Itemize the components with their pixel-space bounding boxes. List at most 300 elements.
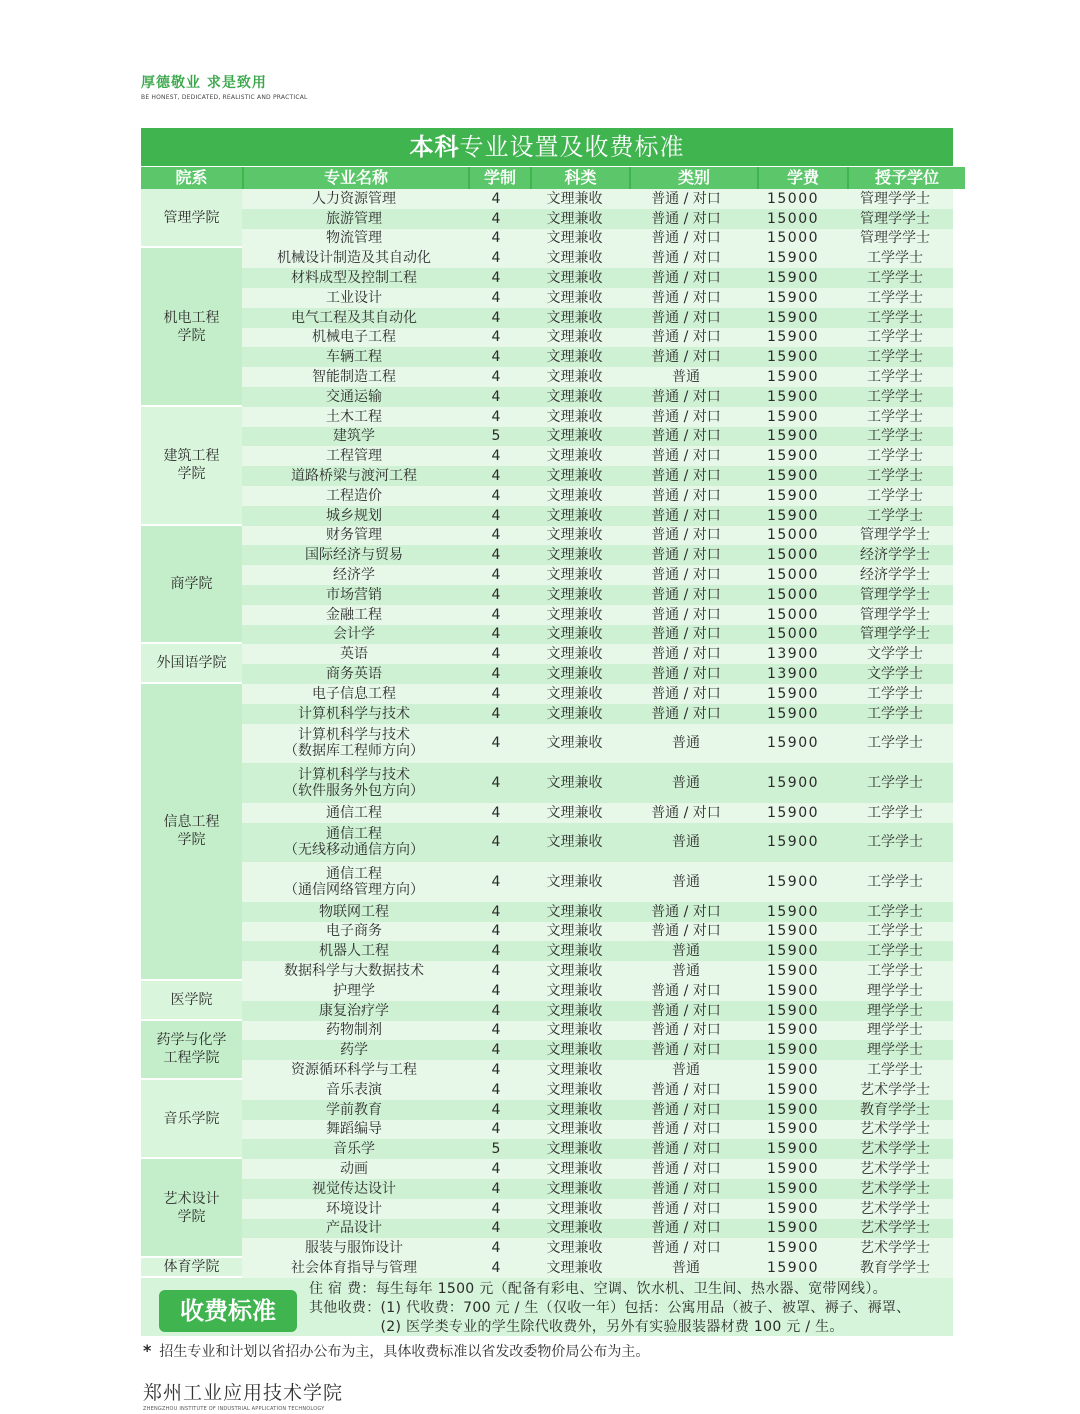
fee-line-accommodation: 住 宿 费：每生每年 1500 元（配备有彩电、空调、饮水机、卫生间、热水器、宽带网线）。 — [309, 1281, 887, 1297]
tuition: 15900 — [766, 428, 820, 445]
degree: 教育学学士 — [860, 1260, 930, 1277]
table-row — [242, 1238, 953, 1258]
table-row — [242, 229, 953, 249]
tuition: 15900 — [766, 487, 820, 504]
fee-line-other-1: 其他收费：(1) 代收费：700 元 / 生（仅收一年）包括：公寓用品（被子、被罩、褥子、褥罩、 — [309, 1300, 911, 1316]
degree: 文学学士 — [867, 646, 923, 663]
subject-type: 文理兼收 — [546, 1161, 603, 1178]
motto-chinese: 厚德敬业 求是致用 — [141, 75, 267, 91]
degree: 艺术学学士 — [860, 1180, 930, 1197]
tuition: 15900 — [766, 1121, 820, 1138]
tuition: 15900 — [766, 963, 820, 980]
major-name: 通信工程 — [326, 804, 382, 821]
major-name: 舞蹈编导 — [326, 1121, 382, 1138]
duration: 5 — [491, 1141, 501, 1158]
degree: 工学学士 — [867, 309, 923, 326]
duration: 4 — [491, 230, 501, 247]
category: 普通 — [672, 369, 700, 386]
duration: 4 — [491, 527, 501, 544]
category: 普通 / 对口 — [651, 210, 721, 227]
subject-type: 文理兼收 — [546, 388, 603, 405]
subject-type: 文理兼收 — [546, 270, 603, 287]
degree: 工学学士 — [867, 289, 923, 306]
category: 普通 / 对口 — [651, 1101, 721, 1118]
tuition: 15000 — [766, 606, 820, 623]
subject-type: 文理兼收 — [546, 487, 603, 504]
category: 普通 — [672, 943, 700, 960]
major-name: 商务英语 — [326, 666, 382, 683]
category: 普通 — [672, 873, 700, 890]
category: 普通 — [672, 1260, 700, 1277]
duration: 4 — [491, 1161, 501, 1178]
duration: 4 — [491, 685, 501, 702]
fee-standard-box — [141, 1278, 953, 1336]
major-name: 材料成型及控制工程 — [291, 270, 417, 287]
major-name: 学前教育 — [326, 1101, 382, 1118]
subject-type: 文理兼收 — [546, 527, 603, 544]
department-block — [141, 1258, 953, 1278]
subject-type: 文理兼收 — [546, 774, 603, 791]
subject-type: 文理兼收 — [546, 963, 603, 980]
duration: 4 — [491, 289, 501, 306]
degree: 工学学士 — [867, 388, 923, 405]
degree: 工学学士 — [867, 448, 923, 465]
table-row — [242, 803, 953, 823]
category: 普通 / 对口 — [651, 804, 721, 821]
school-name — [143, 1378, 343, 1412]
table-row — [242, 684, 953, 704]
tuition: 15900 — [766, 774, 820, 791]
fee-lines — [309, 1280, 910, 1337]
subject-type: 文理兼收 — [546, 873, 603, 890]
degree: 工学学士 — [867, 923, 923, 940]
table-row — [242, 922, 953, 942]
major-name: 金融工程 — [326, 606, 382, 623]
table-row — [242, 328, 953, 348]
motto — [141, 72, 308, 101]
degree: 工学学士 — [867, 408, 923, 425]
department-name: 商学院 — [141, 526, 242, 645]
degree: 管理学学士 — [860, 626, 930, 643]
department-block — [141, 684, 953, 981]
degree: 理学学士 — [867, 982, 923, 999]
degree: 工学学士 — [867, 943, 923, 960]
duration: 4 — [491, 329, 501, 346]
duration: 4 — [491, 923, 501, 940]
department-rows — [242, 248, 953, 406]
category: 普通 / 对口 — [651, 705, 721, 722]
duration: 4 — [491, 448, 501, 465]
duration: 4 — [491, 309, 501, 326]
degree: 理学学士 — [867, 1022, 923, 1039]
tuition: 15900 — [766, 349, 820, 366]
department-column — [141, 981, 242, 1021]
tuition: 15900 — [766, 982, 820, 999]
major-name: 计算机科学与技术 — [298, 705, 410, 722]
subject-type: 文理兼收 — [546, 547, 603, 564]
category: 普通 / 对口 — [651, 428, 721, 445]
major-name: 机械电子工程 — [312, 329, 396, 346]
school-name-english: ZHENGZHOU INSTITUTE OF INDUSTRIAL APPLICATION TECHNOLOGY — [143, 1406, 325, 1412]
subject-type: 文理兼收 — [546, 626, 603, 643]
duration: 4 — [491, 804, 501, 821]
degree: 工学学士 — [867, 250, 923, 267]
major-name: 城乡规划 — [326, 507, 382, 524]
major-name: 经济学 — [333, 567, 375, 584]
duration: 4 — [491, 1101, 501, 1118]
category: 普通 — [672, 774, 700, 791]
category: 普通 / 对口 — [651, 1141, 721, 1158]
duration: 4 — [491, 270, 501, 287]
degree: 理学学士 — [867, 1042, 923, 1059]
department-block — [141, 1021, 953, 1080]
degree: 管理学学士 — [860, 210, 930, 227]
major-name: 英语 — [340, 646, 368, 663]
table-row — [242, 268, 953, 288]
major-name: 物流管理 — [326, 230, 382, 247]
major-name: 车辆工程 — [326, 349, 382, 366]
subject-type: 文理兼收 — [546, 428, 603, 445]
duration: 4 — [491, 1002, 501, 1019]
subject-type: 文理兼收 — [546, 1240, 603, 1257]
table-row — [242, 506, 953, 526]
category: 普通 / 对口 — [651, 646, 721, 663]
table-title-bold: 本科 — [409, 133, 460, 161]
category: 普通 / 对口 — [651, 606, 721, 623]
department-block — [141, 981, 953, 1021]
category: 普通 / 对口 — [651, 1121, 721, 1138]
degree: 艺术学学士 — [860, 1200, 930, 1217]
degree: 艺术学学士 — [860, 1220, 930, 1237]
department-rows — [242, 1159, 953, 1258]
major-name: 服装与服饰设计 — [305, 1240, 403, 1257]
category: 普通 / 对口 — [651, 1081, 721, 1098]
duration: 4 — [491, 963, 501, 980]
tuition: 15900 — [766, 1220, 820, 1237]
tuition: 15900 — [766, 685, 820, 702]
duration: 4 — [491, 666, 501, 683]
tuition: 15000 — [766, 547, 820, 564]
major-name: 工程造价 — [326, 487, 382, 504]
subject-type: 文理兼收 — [546, 666, 603, 683]
duration: 4 — [491, 210, 501, 227]
tuition: 15900 — [766, 1260, 820, 1277]
table-row — [242, 347, 953, 367]
department-rows — [242, 189, 953, 248]
category: 普通 / 对口 — [651, 1161, 721, 1178]
table-row — [242, 1100, 953, 1120]
department-name: 机电工程 学院 — [141, 248, 242, 406]
table-row — [242, 1040, 953, 1060]
department-block — [141, 189, 953, 248]
duration: 4 — [491, 1062, 501, 1079]
duration: 4 — [491, 190, 501, 207]
department-rows — [242, 526, 953, 645]
major-name: 物联网工程 — [319, 903, 389, 920]
subject-type: 文理兼收 — [546, 804, 603, 821]
tuition: 15900 — [766, 735, 820, 752]
table-row — [242, 724, 953, 764]
department-name: 管理学院 — [141, 189, 242, 248]
table-row — [242, 1179, 953, 1199]
subject-type: 文理兼收 — [546, 1180, 603, 1197]
category: 普通 / 对口 — [651, 666, 721, 683]
table-row — [242, 248, 953, 268]
table-row — [242, 585, 953, 605]
subject-type: 文理兼收 — [546, 448, 603, 465]
category: 普通 / 对口 — [651, 982, 721, 999]
category: 普通 / 对口 — [651, 230, 721, 247]
major-name: 建筑学 — [333, 428, 375, 445]
degree: 文学学士 — [867, 666, 923, 683]
category: 普通 / 对口 — [651, 250, 721, 267]
category: 普通 / 对口 — [651, 567, 721, 584]
table-row — [242, 1120, 953, 1140]
category: 普通 / 对口 — [651, 487, 721, 504]
table-row — [242, 1219, 953, 1239]
degree: 工学学士 — [867, 487, 923, 504]
subject-type: 文理兼收 — [546, 735, 603, 752]
tuition: 15900 — [766, 1141, 820, 1158]
category: 普通 — [672, 735, 700, 752]
tuition: 15900 — [766, 1062, 820, 1079]
major-name: 国际经济与贸易 — [305, 547, 403, 564]
table-row — [242, 209, 953, 229]
subject-type: 文理兼收 — [546, 1002, 603, 1019]
degree: 艺术学学士 — [860, 1141, 930, 1158]
department-rows — [242, 644, 953, 684]
major-name: 护理学 — [333, 982, 375, 999]
department-name: 艺术设计 学院 — [141, 1159, 242, 1258]
subject-type: 文理兼收 — [546, 1141, 603, 1158]
category: 普通 / 对口 — [651, 1042, 721, 1059]
major-name: 电子信息工程 — [312, 685, 396, 702]
table-row — [242, 1258, 953, 1278]
major-name: 通信工程 （通信网络管理方向） — [284, 865, 424, 898]
tuition: 15900 — [766, 329, 820, 346]
degree: 艺术学学士 — [860, 1161, 930, 1178]
school-name-chinese: 郑州工业应用技术学院 — [143, 1382, 344, 1404]
degree: 工学学士 — [867, 873, 923, 890]
duration: 4 — [491, 1220, 501, 1237]
tuition: 15900 — [766, 1101, 820, 1118]
duration: 4 — [491, 1260, 501, 1277]
duration: 4 — [491, 834, 501, 851]
duration: 4 — [491, 606, 501, 623]
department-name: 信息工程 学院 — [141, 684, 242, 981]
motto-english: BE HONEST, DEDICATED, REALISTIC AND PRACTICAL — [141, 94, 308, 101]
category: 普通 / 对口 — [651, 309, 721, 326]
department-block — [141, 1080, 953, 1159]
major-name: 数据科学与大数据技术 — [284, 963, 424, 980]
tuition: 15900 — [766, 507, 820, 524]
table-row — [242, 407, 953, 427]
table-row — [242, 1139, 953, 1159]
table-title-rest: 专业设置及收费标准 — [459, 133, 685, 161]
tuition: 15900 — [766, 388, 820, 405]
table-row — [242, 288, 953, 308]
category: 普通 / 对口 — [651, 527, 721, 544]
duration: 4 — [491, 705, 501, 722]
degree: 工学学士 — [867, 468, 923, 485]
duration: 4 — [491, 487, 501, 504]
department-column — [141, 526, 242, 645]
degree: 工学学士 — [867, 735, 923, 752]
duration: 4 — [491, 586, 501, 603]
subject-type: 文理兼收 — [546, 982, 603, 999]
tuition: 15000 — [766, 210, 820, 227]
degree: 经济学学士 — [860, 547, 930, 564]
degree: 工学学士 — [867, 834, 923, 851]
footnote — [143, 1341, 649, 1361]
major-name: 计算机科学与技术 （数据库工程师方向） — [284, 727, 424, 760]
duration: 4 — [491, 646, 501, 663]
subject-type: 文理兼收 — [546, 1220, 603, 1237]
major-name: 产品设计 — [326, 1220, 382, 1237]
duration: 4 — [491, 1022, 501, 1039]
subject-type: 文理兼收 — [546, 1022, 603, 1039]
duration: 4 — [491, 735, 501, 752]
footnote-text: 招生专业和计划以省招办公布为主，具体收费标准以省发改委物价局公布为主。 — [159, 1344, 650, 1360]
department-column — [141, 189, 242, 248]
duration: 4 — [491, 507, 501, 524]
category: 普通 / 对口 — [651, 923, 721, 940]
table-row — [242, 367, 953, 387]
subject-type: 文理兼收 — [546, 349, 603, 366]
table-row — [242, 387, 953, 407]
tuition: 15900 — [766, 804, 820, 821]
table-row — [242, 862, 953, 902]
duration: 4 — [491, 943, 501, 960]
duration: 4 — [491, 349, 501, 366]
tuition: 15900 — [766, 369, 820, 386]
degree: 管理学学士 — [860, 606, 930, 623]
fee-standard-badge: 收费标准 — [159, 1290, 297, 1332]
department-name: 音乐学院 — [141, 1080, 242, 1159]
tuition: 13900 — [766, 666, 820, 683]
category: 普通 — [672, 834, 700, 851]
table-row — [242, 644, 953, 664]
department-column — [141, 684, 242, 981]
subject-type: 文理兼收 — [546, 1101, 603, 1118]
duration: 4 — [491, 1180, 501, 1197]
duration: 4 — [491, 982, 501, 999]
category: 普通 — [672, 963, 700, 980]
table-title — [141, 128, 953, 166]
subject-type: 文理兼收 — [546, 1121, 603, 1138]
category: 普通 / 对口 — [651, 448, 721, 465]
subject-type: 文理兼收 — [546, 250, 603, 267]
department-block — [141, 407, 953, 526]
table-row — [242, 763, 953, 803]
subject-type: 文理兼收 — [546, 468, 603, 485]
category: 普通 / 对口 — [651, 547, 721, 564]
major-name: 环境设计 — [326, 1200, 382, 1217]
major-name: 机械设计制造及其自动化 — [277, 250, 431, 267]
tuition: 15900 — [766, 270, 820, 287]
major-name: 动画 — [340, 1161, 368, 1178]
subject-type: 文理兼收 — [546, 705, 603, 722]
table-row — [242, 189, 953, 209]
department-rows — [242, 684, 953, 981]
duration: 5 — [491, 428, 501, 445]
subject-type: 文理兼收 — [546, 943, 603, 960]
table-header — [141, 166, 953, 189]
degree: 工学学士 — [867, 685, 923, 702]
major-name: 视觉传达设计 — [312, 1180, 396, 1197]
major-name: 电气工程及其自动化 — [291, 309, 417, 326]
category: 普通 / 对口 — [651, 1180, 721, 1197]
program-fee-table — [141, 128, 953, 1278]
tuition: 15000 — [766, 527, 820, 544]
department-name: 医学院 — [141, 981, 242, 1021]
major-name: 资源循环科学与工程 — [291, 1062, 417, 1079]
department-block — [141, 526, 953, 645]
table-row — [242, 1080, 953, 1100]
degree: 经济学学士 — [860, 567, 930, 584]
degree: 工学学士 — [867, 903, 923, 920]
department-name: 建筑工程 学院 — [141, 407, 242, 526]
degree: 工学学士 — [867, 774, 923, 791]
tuition: 15900 — [766, 903, 820, 920]
category: 普通 / 对口 — [651, 408, 721, 425]
degree: 工学学士 — [867, 369, 923, 386]
tuition: 15000 — [766, 586, 820, 603]
tuition: 15000 — [766, 567, 820, 584]
header-major: 专业名称 — [244, 167, 468, 189]
table-row — [242, 466, 953, 486]
subject-type: 文理兼收 — [546, 408, 603, 425]
duration: 4 — [491, 873, 501, 890]
category: 普通 / 对口 — [651, 685, 721, 702]
footnote-asterisk: * — [143, 1341, 152, 1360]
duration: 4 — [491, 1240, 501, 1257]
category: 普通 / 对口 — [651, 468, 721, 485]
tuition: 15900 — [766, 1161, 820, 1178]
duration: 4 — [491, 903, 501, 920]
degree: 工学学士 — [867, 1062, 923, 1079]
tuition: 15900 — [766, 468, 820, 485]
table-row — [242, 427, 953, 447]
duration: 4 — [491, 567, 501, 584]
duration: 4 — [491, 1121, 501, 1138]
subject-type: 文理兼收 — [546, 230, 603, 247]
degree: 工学学士 — [867, 963, 923, 980]
category: 普通 / 对口 — [651, 289, 721, 306]
header-category: 类别 — [631, 167, 757, 189]
major-name: 交通运输 — [326, 388, 382, 405]
major-name: 工程管理 — [326, 448, 382, 465]
degree: 理学学士 — [867, 1002, 923, 1019]
subject-type: 文理兼收 — [546, 586, 603, 603]
department-column — [141, 1080, 242, 1159]
tuition: 13900 — [766, 646, 820, 663]
major-name: 人力资源管理 — [312, 190, 396, 207]
table-row — [242, 308, 953, 328]
category: 普通 / 对口 — [651, 349, 721, 366]
header-degree: 授予学位 — [849, 167, 965, 189]
subject-type: 文理兼收 — [546, 309, 603, 326]
subject-type: 文理兼收 — [546, 606, 603, 623]
department-rows — [242, 1080, 953, 1159]
department-name: 体育学院 — [141, 1258, 242, 1278]
tuition: 15900 — [766, 1081, 820, 1098]
category: 普通 / 对口 — [651, 1002, 721, 1019]
duration: 4 — [491, 547, 501, 564]
major-name: 药学 — [340, 1042, 368, 1059]
header-tuition: 学费 — [759, 167, 847, 189]
table-row — [242, 605, 953, 625]
